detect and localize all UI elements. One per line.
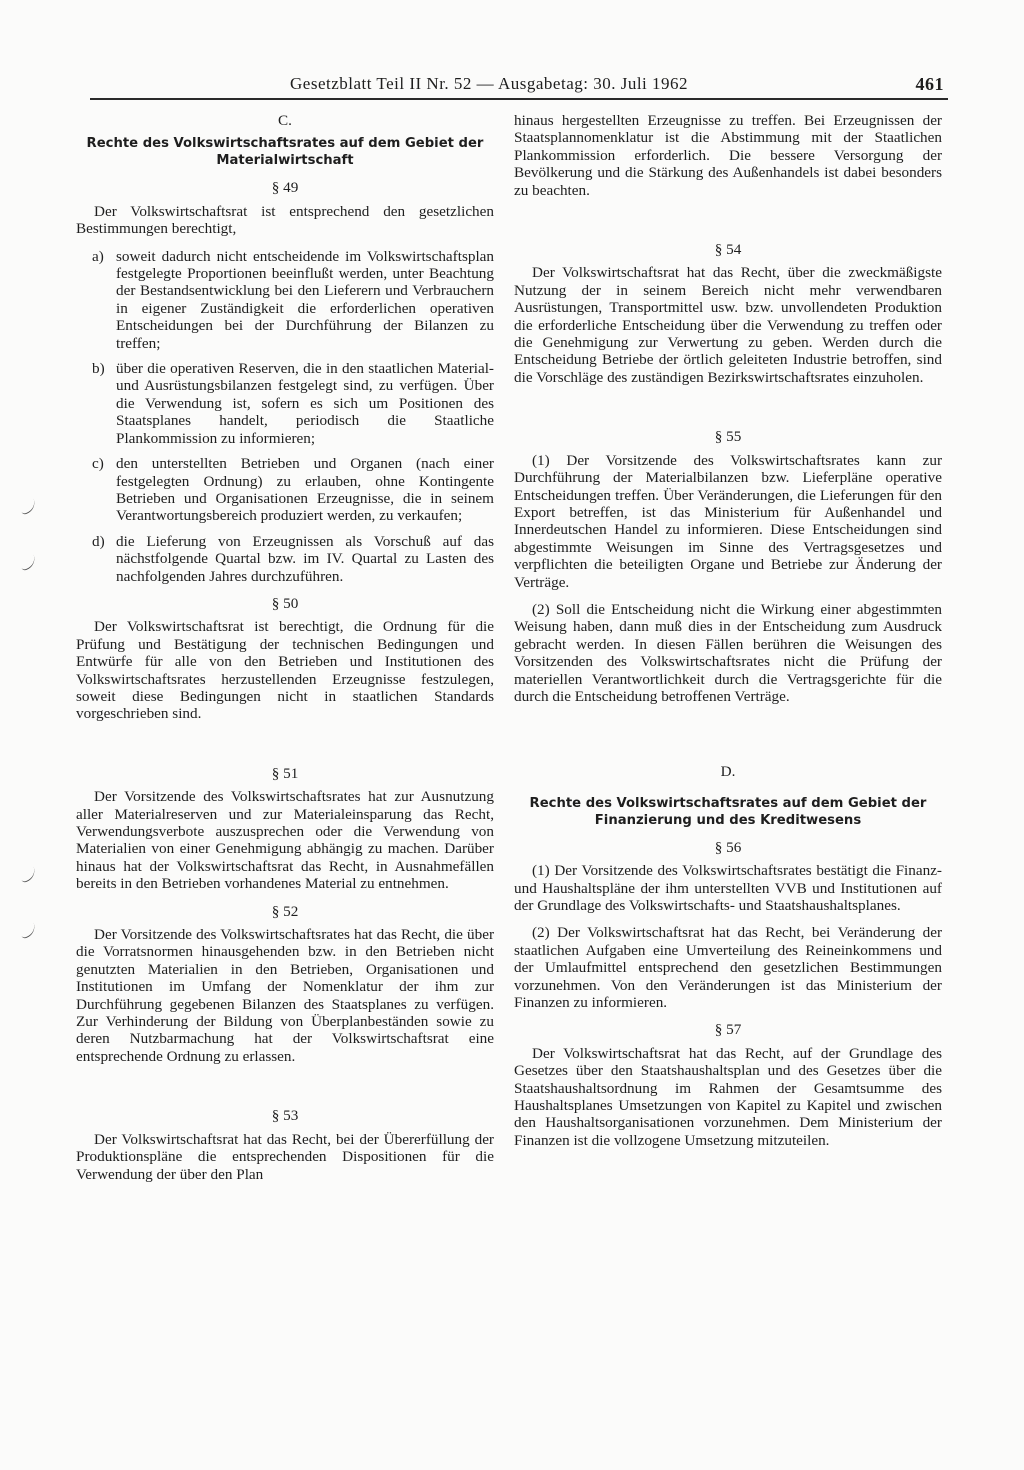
paragraph-56-abs2: (2) Der Volkswirtschaftsrat hat das Recht, bei Veränderung der staatlichen Aufgaben eine Umverteilung des Reineinkommens und der Umlaufmittel entsprechend den gesetzlichen Bestimmungen vorzunehmen. Von den Veränderungen ist das Ministerium der Finanzen zu informieren. <box>514 924 942 1012</box>
paragraph-49-item-b <box>76 360 494 447</box>
paragraph-49-item-a <box>76 248 494 352</box>
paragraph-57-number: § 57 <box>714 1021 742 1039</box>
paragraph-51-number: § 51 <box>271 764 299 782</box>
page-header <box>90 74 948 100</box>
margin-mark-icon <box>18 498 37 516</box>
header-title: Gesetzblatt Teil II Nr. 52 — Ausgabetag: 30. Juli 1962 <box>290 74 689 93</box>
paragraph-49-item-d <box>76 533 494 585</box>
paragraph-55-number: § 55 <box>714 428 742 446</box>
paragraph-49-item-c <box>76 455 494 525</box>
item-text: die Lieferung von Erzeugnissen als Vorschuß auf das nächstfolgende Quartal bzw. im IV. Quartal zu Lasten des nachfolgenden Jahres durchzuführen. <box>116 532 494 585</box>
section-letter-d: D. <box>720 763 736 781</box>
item-label: c) <box>92 455 104 473</box>
page-number: 461 <box>915 74 944 94</box>
item-label: b) <box>92 360 105 378</box>
section-heading-c: Rechte des Volkswirtschaftsrates auf dem Gebiet der Materialwirtschaft <box>86 136 484 169</box>
paragraph-53-continued: hinaus hergestellten Erzeugnisse zu treffen. Bei Erzeugnissen der Staatsplannomenklatur ist die Abstimmung mit der Staatlichen Plankommission erforderlich. Die bessere Versorgung der Bevölkerung und die Stärkung des Außenhandels ist dabei besonders zu beachten. <box>514 112 942 199</box>
paragraph-53-number: § 53 <box>271 1107 299 1125</box>
paragraph-55-abs1: (1) Der Vorsitzende des Volkswirtschaftsrates kann zur Durchführung der Materialbilanzen bzw. Lieferpläne operative Entscheidungen treffen. Über Veränderungen, die Lieferungen für den Export betreffen, ist das Ministerium für Außenhandel und Innerdeutschen Handel zu informieren. Diese Entscheidungen sind abgestimmte Weisungen im Sinne des Vertragsgesetzes und verpflichten die beteiligten Organe und Betriebe zur Änderung der Verträge. <box>514 451 942 591</box>
left-column <box>76 112 494 1193</box>
item-text: den unterstellten Betrieben und Organen (nach einer festgelegten Ordnung) zu erlauben, ohne Kontingente Betrieben und Organisationen Erzeugnisse, die in seinem Verantwortungsbereich produziert werden, zu verkaufen; <box>116 455 494 525</box>
paragraph-57-text: Der Volkswirtschaftsrat hat das Recht, auf der Grundlage des Gesetzes über den Staatshaushaltsplan und des Gesetzes über die Staatshaushaltsordnung im Rahmen der Gesamtsumme des Haushaltsplanes Umsetzungen von Kapitel zu Kapitel und zwischen den Haushaltsorganisationen vorzunehmen. Dem Ministerium der Finanzen ist die vollzogene Umsetzung mitzuteilen. <box>514 1044 942 1149</box>
paragraph-50-number: § 50 <box>271 594 299 612</box>
margin-mark-icon <box>18 866 37 884</box>
paragraph-52-text: Der Vorsitzende des Volkswirtschaftsrates hat das Recht, die über die Vorratsnormen hinausgehenden bzw. in den Betrieben nicht genutzten Materialien in den Betrieben, Organisationen und Institutionen im Umfang der Nomenklatur der ihm zur Durchführung gegebenen Bilanzen des Staatsplanes zu verfügen. Zur Verhinderung der Bildung von Überplanbeständen sowie zu deren Nutzbarmachung hat der Volkswirtschaftsrat eine entsprechende Ordnung zu erlassen. <box>76 926 494 1065</box>
paragraph-50-text: Der Volkswirtschaftsrat ist berechtigt, die Ordnung für die Prüfung und Bestätigung der technischen Bedingungen und Entwürfe für alle von den Betrieben und Institutionen des Volkswirtschaftsrates herzustellenden Erzeugnisse festzulegen, soweit diese Bedingungen nicht in staatlichen Standards vorgeschrieben sind. <box>76 618 494 723</box>
right-column <box>514 112 942 1159</box>
margin-mark-icon <box>18 922 37 940</box>
paragraph-55-abs2: (2) Soll die Entscheidung nicht die Wirkung einer abgestimmten Weisung haben, dann muß dies in der Entscheidung zum Ausdruck gebracht werden. In diesen Fällen berühren die Weisungen des Vorsitzenden des Volkswirtschaftsrates nicht die Prüfung der materiellen Verantwortlichkeit durch die Vertragsgerichte für die durch die Entscheidung betroffenen Verträge. <box>514 600 942 705</box>
paragraph-56-abs1: (1) Der Vorsitzende des Volkswirtschaftsrates bestätigt die Finanz- und Haushaltspläne der ihm unterstellten VVB und Institutionen auf der Grundlage des Volkswirtschafts- und Staatshaushaltsplanes. <box>514 862 942 914</box>
paragraph-54-text: Der Volkswirtschaftsrat hat das Recht, über die zweckmäßigste Nutzung der in seinem Bereich nicht mehr verwendbaren Ausrüstungen, Transportmittel usw. bzw. unvollendeten Produktion die erforderliche Entscheidung über die Verwendung zu treffen oder die Genehmigung zur Verwertung zu geben. Werden durch die Entscheidung Betriebe der örtlich geleiteten Industrie betroffen, sind die Vorschläge des zuständigen Bezirkswirtschaftsrates einzuholen. <box>514 264 942 386</box>
paragraph-49-intro: Der Volkswirtschaftsrat ist entsprechend den gesetzlichen Bestimmungen berechtigt, <box>76 202 494 238</box>
paragraph-56-number: § 56 <box>714 838 742 856</box>
section-heading-d: Rechte des Volkswirtschaftsrates auf dem Gebiet der Finanzierung und des Kreditwesens <box>529 795 927 828</box>
paragraph-52-number: § 52 <box>271 902 299 920</box>
paragraph-54-number: § 54 <box>714 241 742 259</box>
section-letter-c: C. <box>278 112 292 129</box>
item-label: d) <box>92 532 105 550</box>
margin-mark-icon <box>18 554 37 572</box>
item-label: a) <box>92 247 104 265</box>
item-text: soweit dadurch nicht entscheidende im Volkswirtschaftsplan festgelegte Proportionen beeinflußt werden, unter Beachtung der Bestandsentwicklung bei den Lieferern und Verbrauchern in eigener Zuständigkeit die erforderlichen operativen Entscheidungen bei der Durchführung der Bilanzen zu treffen; <box>116 247 494 352</box>
paragraph-49-number: § 49 <box>271 179 299 197</box>
item-text: über die operativen Reserven, die in den staatlichen Material- und Ausrüstungsbilanzen festgelegt sind, zu verfügen. Über die Verwendung ist, sofern es sich um Positionen des Staatsplanes handelt, periodisch die Staatliche Plankommission zu informieren; <box>116 360 494 447</box>
paragraph-51-text: Der Vorsitzende des Volkswirtschaftsrates hat zur Ausnutzung aller Materialreserven und zur Materialeinsparung das Recht, Verwendungsverbote auszusprechen oder die Verwendung von Materialien von einer Genehmigung abhängig zu machen. Darüber hinaus hat der Volkswirtschaftsrat das Recht, in Ausnahmefällen bereits in den Betrieben vorhandenes Material zu entnehmen. <box>76 788 494 893</box>
paragraph-53-text: Der Volkswirtschaftsrat hat das Recht, bei der Übererfüllung der Produktionspläne die entsprechenden Dispositionen für die Verwendung der über den Plan <box>76 1130 494 1183</box>
